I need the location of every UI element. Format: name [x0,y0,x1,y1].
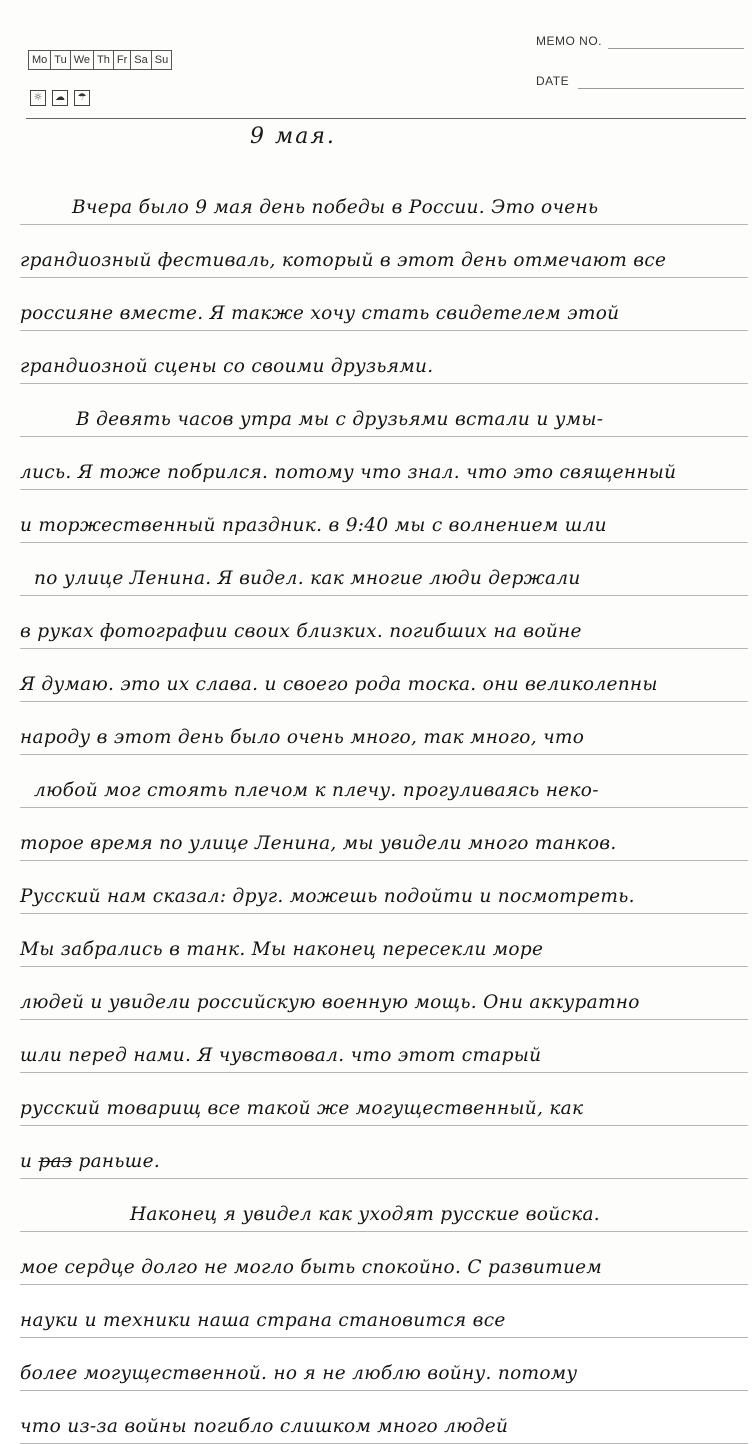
line-text: людей и увидели российскую военную мощь. Они аккуратно [20,992,640,1013]
line-text: более могущественной. но я не люблю войну. потому [20,1363,578,1384]
text-line [20,1232,748,1285]
line-text: шли перед нами. Я чувствовал. что этот старый [20,1045,542,1066]
text-line [20,861,748,914]
text-line [20,1020,748,1073]
line-text: Я думаю. это их слава. и своего рода тоска. они великолепны [20,674,658,695]
header-divider [26,118,746,119]
text-line [20,172,748,225]
text-line [20,1073,748,1126]
line-text: любой мог стоять плечом к плечу. прогуливаясь неко- [34,780,599,801]
text-line [20,225,748,278]
text-line [20,331,748,384]
line-text: Мы забрались в танк. Мы наконец пересекли море [20,939,544,960]
line-text: русский товарищ все такой же могущественный, как [20,1098,584,1119]
line-text: В девять часов утра мы с друзьями встали и умы- [76,409,604,430]
line-text: лись. Я тоже побрился. потому что знал. что это священный [20,462,677,483]
line-text: торое время по улице Ленина, мы увидели много танков. [20,833,617,854]
text-line [20,755,748,808]
line-text: народу в этот день было очень много, так много, что [20,727,585,748]
line-text: грандиозной сцены со своими друзьями. [20,356,434,377]
crossed-out-word: раз [38,1151,73,1172]
handwritten-text [20,172,748,1444]
line-text: мое сердце долго не могло быть спокойно. С развитием [20,1257,603,1278]
text-line [20,278,748,331]
line-text: Наконец я увидел как уходят русские войска. [130,1204,600,1225]
day-fr: Fr [114,51,131,69]
text-line [20,649,748,702]
day-we: We [71,51,94,69]
text-line [20,1391,748,1444]
line-text: Вчера было 9 мая день победы в России. Это очень [72,197,599,218]
text-line [20,543,748,596]
sun-icon: ☼ [30,90,46,106]
text-line [20,1179,748,1232]
umbrella-icon: ☂ [74,90,90,106]
weather-icons [30,90,90,106]
page-title: 9 мая. [250,124,336,149]
text-line [20,914,748,967]
date-label: DATE [536,74,570,88]
day-tu: Tu [51,51,70,69]
line-text: и раз раньше. [20,1151,161,1172]
day-mo: Mo [29,51,51,69]
day-th: Th [94,51,114,69]
text-line [20,384,748,437]
day-su: Su [154,54,169,66]
text-line [20,1338,748,1391]
memo-no-label: MEMO NO. [536,34,602,48]
line-text: Русский нам сказал: друг. можешь подойти и посмотреть. [20,886,635,907]
date-line [578,88,744,89]
text-line [20,490,748,543]
day-sa: Sa [131,51,151,69]
line-text: в руках фотографии своих близких. погибших на войне [20,621,582,642]
text-line [20,596,748,649]
text-line [20,1126,748,1179]
text-line [20,1285,748,1338]
weekday-selector [28,50,172,70]
line-text: грандиозный фестиваль, который в этот день отмечают все [20,250,667,271]
line-text: россияне вместе. Я также хочу стать свидетелем этой [20,303,620,324]
cloud-icon: ☁ [52,90,68,106]
line-text: по улице Ленина. Я видел. как многие люди держали [34,568,581,589]
line-text: и торжественный праздник. в 9:40 мы с волнением шли [20,515,607,536]
text-line [20,808,748,861]
memo-no-line [608,48,744,49]
line-text: что из-за войны погибло слишком много людей [20,1416,509,1437]
text-line [20,702,748,755]
line-text: науки и техники наша страна становится все [20,1310,506,1331]
text-line [20,967,748,1020]
text-line [20,437,748,490]
